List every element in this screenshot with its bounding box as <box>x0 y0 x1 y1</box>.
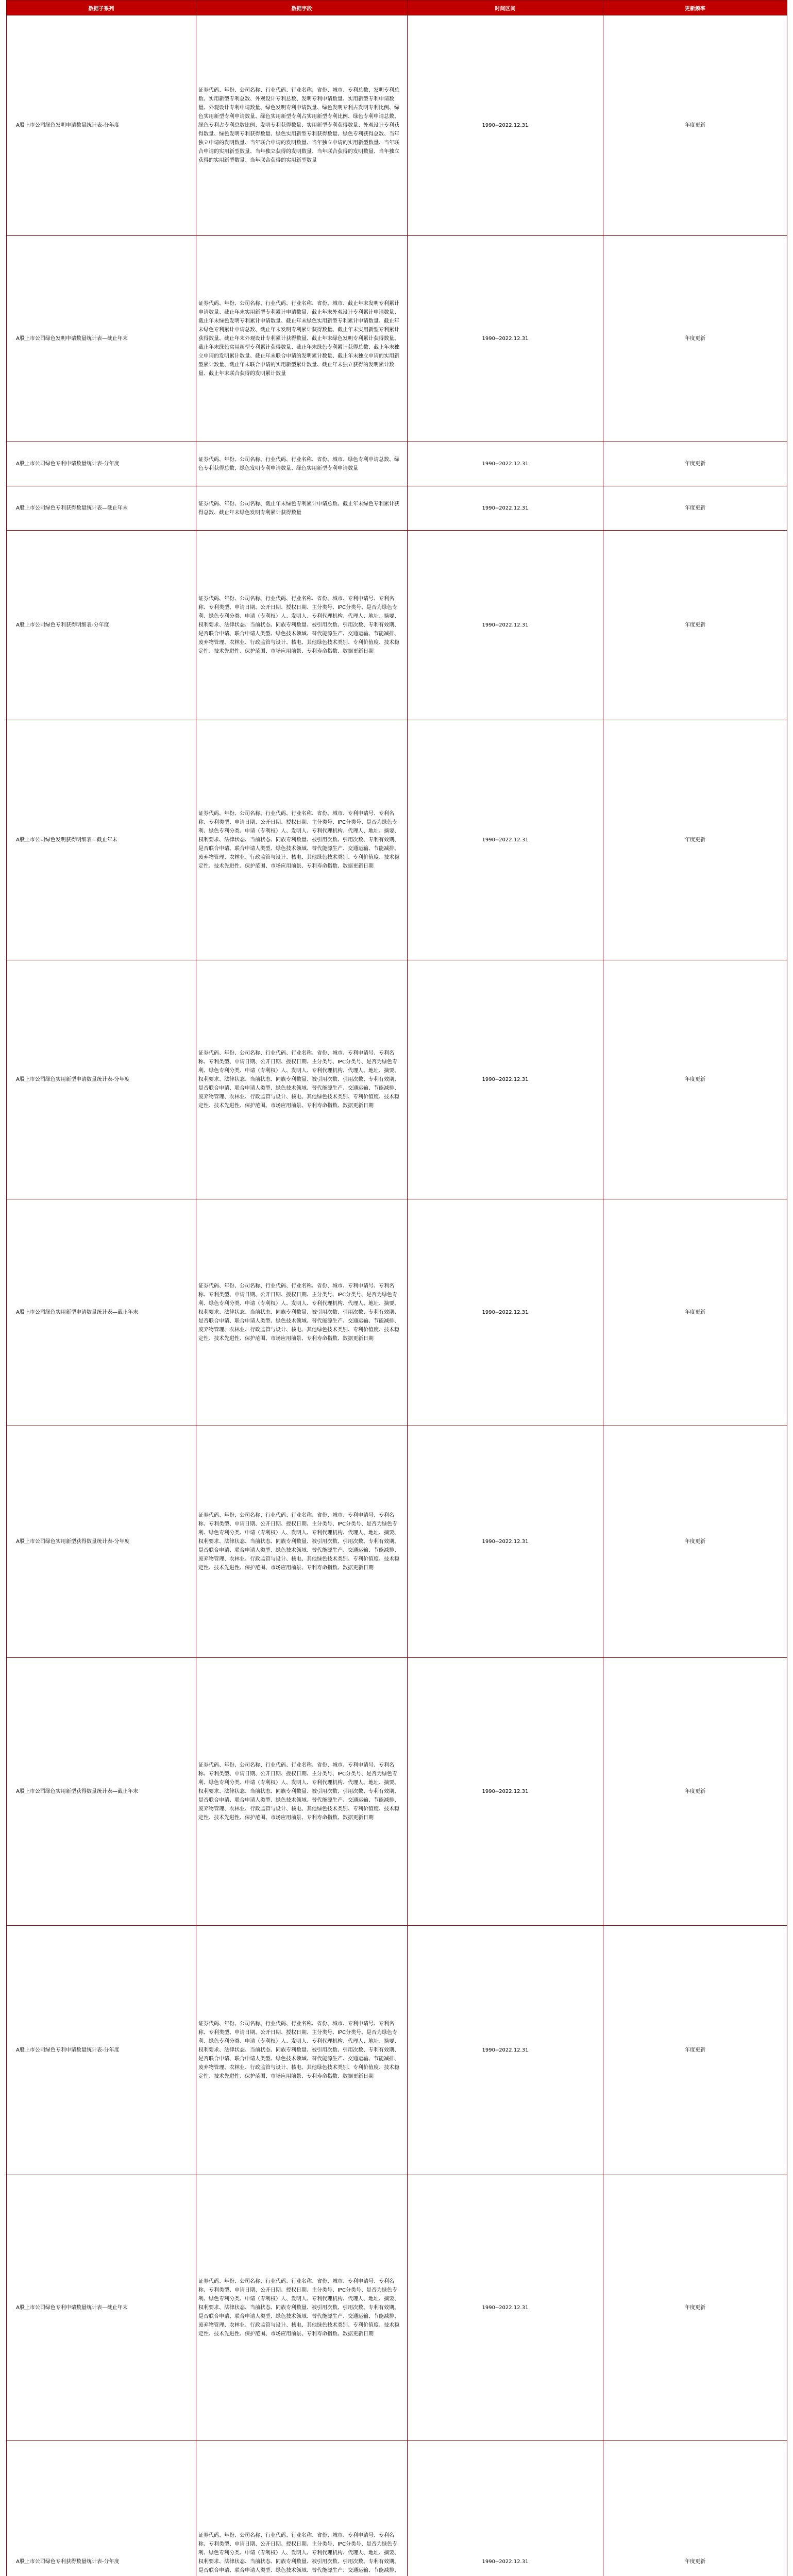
table-row <box>7 442 787 486</box>
cell-sub-series: A股上市公司绿色发明申请数量统计表—截止年末 <box>7 236 196 442</box>
cell-sub-series: A股上市公司绿色实用新型获得数量统计表—截止年末 <box>7 1658 196 1926</box>
table-row <box>7 531 787 720</box>
cell-data-fields: 证券代码、年份、公司名称、行业代码、行业名称、省份、城市、专利申请号、专利名称、专利类型、申请日期、公开日期、授权日期、主分类号、IPC分类号、是否为绿色专利、绿色专利分类、申请（专利权）人、发明人、专利代理机构、代理人、地址、摘要、权利要求、法律状态、当前状态、同族专利数量、被引用次数、引用次数、专利有效期、是否联合申请、联合申请人类型、绿色技术领域、替代能源生产、交通运输、节能减排、废弃物管理、农林业、行政监管与设计、核电、其他绿色技术类别、专利价值度、技术稳定性、技术先进性、保护范围、市场应用前景、专利寿命指数、数据更新日期 <box>196 1658 408 1926</box>
cell-data-fields: 证券代码、年份、公司名称、截止年末绿色专利累计申请总数、截止年末绿色专利累计获得总数、截止年末绿色发明专利累计获得数量 <box>196 486 408 531</box>
cell-sub-series: A股上市公司绿色专利申请数量统计表-分年度 <box>7 442 196 486</box>
cell-sub-series: A股上市公司绿色实用新型获得数量统计表-分年度 <box>7 1426 196 1658</box>
table-row <box>7 1199 787 1426</box>
cell-update-frequency: 年度更新 <box>603 720 787 960</box>
table-row <box>7 1426 787 1658</box>
cell-data-fields: 证券代码、年份、公司名称、行业代码、行业名称、省份、城市、专利申请号、专利名称、专利类型、申请日期、公开日期、授权日期、主分类号、IPC分类号、是否为绿色专利、绿色专利分类、申请（专利权）人、发明人、专利代理机构、代理人、地址、摘要、权利要求、法律状态、当前状态、同族专利数量、被引用次数、引用次数、专利有效期、是否联合申请、联合申请人类型、绿色技术领域、替代能源生产、交通运输、节能减排、 <box>196 2441 408 2576</box>
cell-time-range: 1990--2022.12.31 <box>408 1926 603 2175</box>
table-row <box>7 2441 787 2576</box>
cell-update-frequency: 年度更新 <box>603 2175 787 2441</box>
table-row <box>7 2175 787 2441</box>
table-header-row <box>7 1 787 15</box>
cell-data-fields: 证券代码、年份、公司名称、行业代码、行业名称、省份、城市、专利总数、发明专利总数、实用新型专利总数、外观设计专利总数、发明专利申请数量、实用新型专利申请数量、外观设计专利申请数量、绿色发明专利申请数量、绿色发明专利占发明专利比例、绿色实用新型专利申请数量、绿色实用新型专利占实用新型专利比例、绿色专利申请总数、绿色专利占专利总数比例、发明专利获得数量、实用新型专利获得数量、外观设计专利获得数量、绿色发明专利获得数量、绿色实用新型专利获得数量、绿色专利获得总数、当年独立申请的发明数量、当年联合申请的发明数量、当年独立申请的实用新型数量、当年联合申请的实用新型数量、当年独立获得的发明数量、当年联合获得的发明数量、当年独立获得的实用新型数量、当年联合获得的实用新型数量 <box>196 15 408 236</box>
cell-sub-series: A股上市公司绿色专利获得数量统计表—截止年末 <box>7 486 196 531</box>
table-row <box>7 236 787 442</box>
cell-sub-series: A股上市公司绿色专利申请数量统计表—截止年末 <box>7 2175 196 2441</box>
cell-time-range: 1990--2022.12.31 <box>408 2441 603 2576</box>
cell-data-fields: 证券代码、年份、公司名称、行业代码、行业名称、省份、城市、专利申请号、专利名称、专利类型、申请日期、公开日期、授权日期、主分类号、IPC分类号、是否为绿色专利、绿色专利分类、申请（专利权）人、发明人、专利代理机构、代理人、地址、摘要、权利要求、法律状态、当前状态、同族专利数量、被引用次数、引用次数、专利有效期、是否联合申请、联合申请人类型、绿色技术领域、替代能源生产、交通运输、节能减排、废弃物管理、农林业、行政监管与设计、核电、其他绿色技术类别、专利价值度、技术稳定性、技术先进性、保护范围、市场应用前景、专利寿命指数、数据更新日期 <box>196 2175 408 2441</box>
cell-update-frequency: 年度更新 <box>603 960 787 1199</box>
cell-sub-series: A股上市公司绿色发明申请数量统计表-分年度 <box>7 15 196 236</box>
cell-update-frequency: 年度更新 <box>603 442 787 486</box>
cell-time-range: 1990--2022.12.31 <box>408 720 603 960</box>
cell-time-range: 1990--2022.12.31 <box>408 1426 603 1658</box>
cell-time-range: 1990--2022.12.31 <box>408 531 603 720</box>
cell-time-range: 1990--2022.12.31 <box>408 1658 603 1926</box>
table-row <box>7 1926 787 2175</box>
table-row <box>7 15 787 236</box>
cell-update-frequency: 年度更新 <box>603 2441 787 2576</box>
cell-time-range: 1990--2022.12.31 <box>408 15 603 236</box>
cell-sub-series: A股上市公司绿色专利申请数量统计表-分年度 <box>7 1926 196 2175</box>
cell-update-frequency: 年度更新 <box>603 15 787 236</box>
cell-sub-series: A股上市公司绿色发明获得明细表—截止年末 <box>7 720 196 960</box>
header-update-frequency: 更新频率 <box>603 1 787 15</box>
table-row <box>7 720 787 960</box>
header-data-fields: 数据字段 <box>196 1 408 15</box>
table-body <box>7 15 787 2576</box>
cell-time-range: 1990--2022.12.31 <box>408 1199 603 1426</box>
cell-sub-series: A股上市公司绿色专利获得数量统计表-分年度 <box>7 2441 196 2576</box>
cell-time-range: 1990--2022.12.31 <box>408 2175 603 2441</box>
cell-time-range: 1990--2022.12.31 <box>408 236 603 442</box>
cell-data-fields: 证券代码、年份、公司名称、行业代码、行业名称、省份、城市、专利申请号、专利名称、专利类型、申请日期、公开日期、授权日期、主分类号、IPC分类号、是否为绿色专利、绿色专利分类、申请（专利权）人、发明人、专利代理机构、代理人、地址、摘要、权利要求、法律状态、当前状态、同族专利数量、被引用次数、引用次数、专利有效期、是否联合申请、联合申请人类型、绿色技术领域、替代能源生产、交通运输、节能减排、废弃物管理、农林业、行政监管与设计、核电、其他绿色技术类别、专利价值度、技术稳定性、技术先进性、保护范围、市场应用前景、专利寿命指数、数据更新日期 <box>196 1926 408 2175</box>
cell-data-fields: 证券代码、年份、公司名称、行业代码、行业名称、省份、城市、截止年末发明专利累计申请数量、截止年末实用新型专利累计申请数量、截止年末外观设计专利累计申请数量、截止年末绿色发明专利累计申请数量、截止年末绿色实用新型专利累计申请数量、截止年末绿色专利累计申请总数、截止年末发明专利累计获得数量、截止年末实用新型专利累计获得数量、截止年末外观设计专利累计获得数量、截止年末绿色发明专利累计获得数量、截止年末绿色实用新型专利累计获得数量、截止年末绿色专利累计获得总数、截止年末独立申请的发明累计数量、截止年末联合申请的发明累计数量、截止年末独立申请的实用新型累计数量、截止年末联合申请的实用新型累计数量、截止年末独立获得的发明累计数量、截止年末联合获得的发明累计数量 <box>196 236 408 442</box>
cell-update-frequency: 年度更新 <box>603 1926 787 2175</box>
cell-update-frequency: 年度更新 <box>603 1199 787 1426</box>
header-sub-series: 数据子系列 <box>7 1 196 15</box>
cell-sub-series: A股上市公司绿色实用新型申请数量统计表-分年度 <box>7 960 196 1199</box>
cell-update-frequency: 年度更新 <box>603 531 787 720</box>
cell-data-fields: 证券代码、年份、公司名称、行业代码、行业名称、省份、城市、专利申请号、专利名称、专利类型、申请日期、公开日期、授权日期、主分类号、IPC分类号、是否为绿色专利、绿色专利分类、申请（专利权）人、发明人、专利代理机构、代理人、地址、摘要、权利要求、法律状态、当前状态、同族专利数量、被引用次数、引用次数、专利有效期、是否联合申请、联合申请人类型、绿色技术领域、替代能源生产、交通运输、节能减排、废弃物管理、农林业、行政监管与设计、核电、其他绿色技术类别、专利价值度、技术稳定性、技术先进性、保护范围、市场应用前景、专利寿命指数、数据更新日期 <box>196 720 408 960</box>
cell-data-fields: 证券代码、年份、公司名称、行业代码、行业名称、省份、城市、专利申请号、专利名称、专利类型、申请日期、公开日期、授权日期、主分类号、IPC分类号、是否为绿色专利、绿色专利分类、申请（专利权）人、发明人、专利代理机构、代理人、地址、摘要、权利要求、法律状态、当前状态、同族专利数量、被引用次数、引用次数、专利有效期、是否联合申请、联合申请人类型、绿色技术领域、替代能源生产、交通运输、节能减排、废弃物管理、农林业、行政监管与设计、核电、其他绿色技术类别、专利价值度、技术稳定性、技术先进性、保护范围、市场应用前景、专利寿命指数、数据更新日期 <box>196 531 408 720</box>
cell-update-frequency: 年度更新 <box>603 1426 787 1658</box>
cell-data-fields: 证券代码、年份、公司名称、行业代码、行业名称、省份、城市、专利申请号、专利名称、专利类型、申请日期、公开日期、授权日期、主分类号、IPC分类号、是否为绿色专利、绿色专利分类、申请（专利权）人、发明人、专利代理机构、代理人、地址、摘要、权利要求、法律状态、当前状态、同族专利数量、被引用次数、引用次数、专利有效期、是否联合申请、联合申请人类型、绿色技术领域、替代能源生产、交通运输、节能减排、废弃物管理、农林业、行政监管与设计、核电、其他绿色技术类别、专利价值度、技术稳定性、技术先进性、保护范围、市场应用前景、专利寿命指数、数据更新日期 <box>196 1426 408 1658</box>
cell-time-range: 1990--2022.12.31 <box>408 486 603 531</box>
cell-time-range: 1990--2022.12.31 <box>408 442 603 486</box>
table-row <box>7 486 787 531</box>
cell-time-range: 1990--2022.12.31 <box>408 960 603 1199</box>
data-table-container <box>6 0 787 2576</box>
header-time-range: 时间区间 <box>408 1 603 15</box>
cell-data-fields: 证券代码、年份、公司名称、行业代码、行业名称、省份、城市、专利申请号、专利名称、专利类型、申请日期、公开日期、授权日期、主分类号、IPC分类号、是否为绿色专利、绿色专利分类、申请（专利权）人、发明人、专利代理机构、代理人、地址、摘要、权利要求、法律状态、当前状态、同族专利数量、被引用次数、引用次数、专利有效期、是否联合申请、联合申请人类型、绿色技术领域、替代能源生产、交通运输、节能减排、废弃物管理、农林业、行政监管与设计、核电、其他绿色技术类别、专利价值度、技术稳定性、技术先进性、保护范围、市场应用前景、专利寿命指数、数据更新日期 <box>196 1199 408 1426</box>
table-row <box>7 1658 787 1926</box>
cell-data-fields: 证券代码、年份、公司名称、行业代码、行业名称、省份、城市、绿色专利申请总数、绿色专利获得总数、绿色发明专利申请数量、绿色实用新型专利申请数量 <box>196 442 408 486</box>
cell-update-frequency: 年度更新 <box>603 486 787 531</box>
cell-sub-series: A股上市公司绿色专利获得明细表-分年度 <box>7 531 196 720</box>
cell-sub-series: A股上市公司绿色实用新型申请数量统计表—截止年末 <box>7 1199 196 1426</box>
table-row <box>7 960 787 1199</box>
data-table <box>6 0 787 2576</box>
cell-data-fields: 证券代码、年份、公司名称、行业代码、行业名称、省份、城市、专利申请号、专利名称、专利类型、申请日期、公开日期、授权日期、主分类号、IPC分类号、是否为绿色专利、绿色专利分类、申请（专利权）人、发明人、专利代理机构、代理人、地址、摘要、权利要求、法律状态、当前状态、同族专利数量、被引用次数、引用次数、专利有效期、是否联合申请、联合申请人类型、绿色技术领域、替代能源生产、交通运输、节能减排、废弃物管理、农林业、行政监管与设计、核电、其他绿色技术类别、专利价值度、技术稳定性、技术先进性、保护范围、市场应用前景、专利寿命指数、数据更新日期 <box>196 960 408 1199</box>
cell-update-frequency: 年度更新 <box>603 236 787 442</box>
cell-update-frequency: 年度更新 <box>603 1658 787 1926</box>
